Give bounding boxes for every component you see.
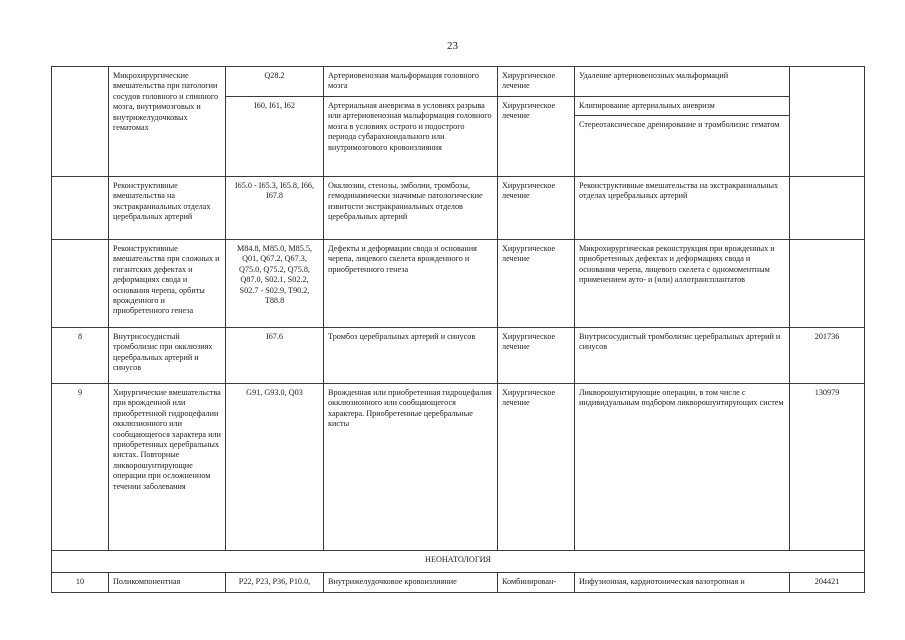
treatment-type-cell: Хирургическое лечение <box>498 97 575 177</box>
amount-cell: 201736 <box>790 328 865 384</box>
diagnosis-cell: Дефекты и деформации свода и основания черепа, лицевого скелета врожденного и приобретенного генеза <box>324 240 498 328</box>
direction-cell: Поликомпонентная <box>109 573 226 593</box>
treatment-type-cell: Хирургическое лечение <box>498 177 575 240</box>
treatment-type-cell: Хирургическое лечение <box>498 67 575 97</box>
method-cell: Инфузионная, кардиотоническая вазотропная и <box>575 573 790 593</box>
row-number <box>52 177 109 240</box>
treatment-type-cell: Хирургическое лечение <box>498 240 575 328</box>
treatment-type-cell: Хирургическое лечение <box>498 384 575 551</box>
direction-cell: Реконструктивные вмешательства на экстракраниальных отделах церебральных артерий <box>109 177 226 240</box>
amount-cell <box>790 240 865 328</box>
method-cell: Внутрисосудистый тромболизис церебральных артерий и синусов <box>575 328 790 384</box>
row-number: 9 <box>52 384 109 551</box>
divider <box>575 115 789 116</box>
icd-codes-cell: Q28.2 <box>226 67 324 97</box>
treatment-type-cell: Комбинирован- <box>498 573 575 593</box>
diagnosis-cell: Артериовенозная мальформация головного мозга <box>324 67 498 97</box>
direction-cell: Хирургические вмешательства при врожденной или приобретенной гидроцефалии окклюзионного или сообщающегося характера или приобретенных церебральных кистах. Повторные ликворошунтирующие операции при осложненном течении заболевания <box>109 384 226 551</box>
table-row <box>52 573 865 593</box>
method-item: Клипирование артериальных аневризм <box>579 101 715 110</box>
table-row <box>52 240 865 328</box>
page-number: 23 <box>447 40 458 52</box>
diagnosis-cell: Артериальная аневризма в условиях разрыва или артериовенозная мальформация головного мозга в условиях острого и подострого периода субарахноидального или внутримозгового кровоизлияния <box>324 97 498 177</box>
treatment-type-cell: Хирургическое лечение <box>498 328 575 384</box>
section-row <box>52 551 865 573</box>
method-cell <box>575 97 790 177</box>
table-row <box>52 67 865 97</box>
direction-cell: Реконструктивные вмешательства при сложных и гигантских дефектах и деформациях свода и основания черепа, орбиты врожденного и приобретенного генеза <box>109 240 226 328</box>
amount-cell: 204421 <box>790 573 865 593</box>
row-number <box>52 67 109 177</box>
method-cell: Ликворошунтирующие операции, в том числе с индивидуальным подбором ликворошунтирующих систем <box>575 384 790 551</box>
vmp-table <box>51 66 865 593</box>
amount-cell <box>790 177 865 240</box>
diagnosis-cell: Внутрижелудочковое кровоизлияние <box>324 573 498 593</box>
method-item: Стереотаксическое дренирование и тромболизис гематом <box>579 120 780 130</box>
diagnosis-cell: Окклюзии, стенозы, эмболии, тромбозы, гемодинамически значимые патологические извитости экстракраниальных отделов церебральных артерий <box>324 177 498 240</box>
icd-codes-cell: I60, I61, I62 <box>226 97 324 177</box>
row-number: 10 <box>52 573 109 593</box>
amount-cell <box>790 67 865 177</box>
icd-codes-cell: G91, G93.0, Q03 <box>226 384 324 551</box>
icd-codes-cell: I67.6 <box>226 328 324 384</box>
icd-codes-cell: I65.0 - I65.3, I65.8, I66, I67.8 <box>226 177 324 240</box>
amount-cell: 130979 <box>790 384 865 551</box>
method-cell: Микрохирургическая реконструкция при врожденных и приобретенных дефектах и деформациях свода и основания черепа, лицевого скелета с одномоментным применением ауто- и (или) аллотрансплантатов <box>575 240 790 328</box>
diagnosis-cell: Тромбоз церебральных артерий и синусов <box>324 328 498 384</box>
icd-codes-cell: M84.8, M85.0, M85.5, Q01, Q67.2, Q67.3, Q75.0, Q75.2, Q75.8, Q87.0, S02.1, S02.2, S02.7 - S02.9, T90.2, T88.8 <box>226 240 324 328</box>
section-heading: НЕОНАТОЛОГИЯ <box>52 551 865 573</box>
table-row <box>52 384 865 551</box>
table-row <box>52 328 865 384</box>
method-cell: Реконструктивные вмешательства на экстракраниальных отделах церебральных артерий <box>575 177 790 240</box>
row-number <box>52 240 109 328</box>
direction-cell: Внутрисосудистый тромболизис при окклюзиях церебральных артерий и синусов <box>109 328 226 384</box>
row-number: 8 <box>52 328 109 384</box>
icd-codes-cell: P22, P23, P36, P10.0, <box>226 573 324 593</box>
direction-cell: Микрохирургические вмешательства при патологии сосудов головного и спинного мозга, внутримозговых и внутрижелудочковых гематомах <box>109 67 226 177</box>
table-row <box>52 177 865 240</box>
method-cell: Удаление артериовенозных мальформаций <box>575 67 790 97</box>
diagnosis-cell: Врожденная или приобретенная гидроцефалия окклюзионного или сообщающегося характера. Приобретенные церебральные кисты <box>324 384 498 551</box>
